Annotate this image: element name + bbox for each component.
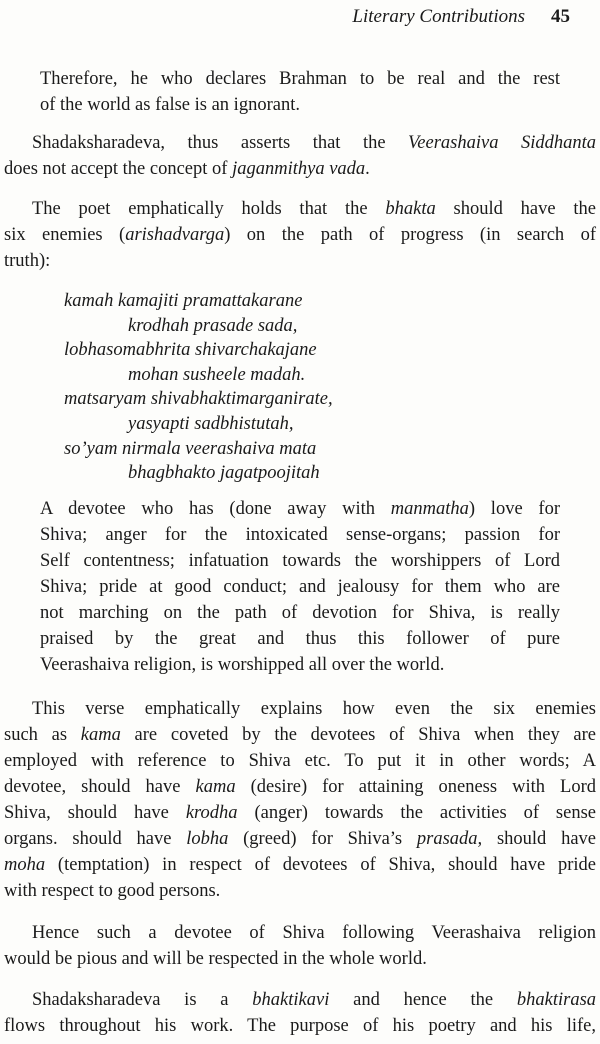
text-line: such as kama are coveted by the devotees of Shiva when they are bbox=[4, 725, 596, 745]
text-line: A devotee who has (done away with manmatha) love for bbox=[40, 499, 560, 519]
verse-line: bhagbhakto jagatpoojitah bbox=[128, 463, 320, 484]
text-line: employed with reference to Shiva etc. To put it in other words; A bbox=[4, 751, 596, 771]
text-line: Shiva; anger for the intoxicated sense-organs; passion for bbox=[40, 525, 560, 545]
text-line: devotee, should have kama (desire) for attaining oneness with Lord bbox=[4, 777, 596, 797]
text-line: Self contentness; infatuation towards the worshippers of Lord bbox=[40, 551, 560, 571]
paragraph-2 bbox=[4, 130, 596, 182]
paragraph-6 bbox=[4, 920, 596, 972]
verse-block bbox=[64, 289, 333, 486]
text-line: would be pious and will be respected in the whole world. bbox=[4, 949, 427, 969]
page-number: 45 bbox=[551, 6, 570, 27]
text-line: Shiva; pride at good conduct; and jealousy for them who are bbox=[40, 577, 560, 597]
text-line: of the world as false is an ignorant. bbox=[40, 95, 300, 115]
running-title: Literary Contributions bbox=[352, 6, 525, 27]
text-line: Therefore, he who declares Brahman to be real and the rest bbox=[40, 69, 560, 89]
text-line: does not accept the concept of jaganmithya vada. bbox=[4, 159, 370, 179]
text-line: six enemies (arishadvarga) on the path of progress (in search of bbox=[4, 225, 596, 245]
text-line: This verse emphatically explains how even the six enemies bbox=[32, 699, 596, 719]
text-line: Shiva, should have krodha (anger) towards the activities of sense bbox=[4, 803, 596, 823]
text-line: moha (temptation) in respect of devotees of Shiva, should have pride bbox=[4, 855, 596, 875]
verse-line: lobhasomabhrita shivarchakajane bbox=[64, 340, 317, 361]
paragraph-7 bbox=[4, 987, 596, 1039]
text-line: praised by the great and thus this follower of pure bbox=[40, 629, 560, 649]
paragraph-4-translation bbox=[40, 496, 560, 678]
text-line: organs. should have lobha (greed) for Shiva’s prasada, should have bbox=[4, 829, 596, 849]
text-line: with respect to good persons. bbox=[4, 881, 221, 901]
verse-line: matsaryam shivabhaktimarganirate, bbox=[64, 389, 333, 410]
verse-line: mohan susheele madah. bbox=[128, 364, 306, 385]
text-line: The poet emphatically holds that the bhakta should have the bbox=[32, 199, 596, 219]
running-header bbox=[352, 6, 570, 28]
text-line: Hence such a devotee of Shiva following Veerashaiva religion bbox=[32, 923, 596, 943]
text-line: truth): bbox=[4, 251, 51, 271]
text-line: Veerashaiva religion, is worshipped all over the world. bbox=[40, 655, 445, 675]
text-line: Shadaksharadeva, thus asserts that the Veerashaiva Siddhanta bbox=[32, 133, 596, 153]
text-line: not marching on the path of devotion for Shiva, is really bbox=[40, 603, 560, 623]
verse-line: krodhah prasade sada, bbox=[128, 315, 298, 336]
paragraph-3 bbox=[4, 196, 596, 274]
paragraph-1 bbox=[40, 66, 560, 118]
verse-line: so’yam nirmala veerashaiva mata bbox=[64, 438, 317, 459]
text-line: Shadaksharadeva is a bhaktikavi and hence the bhaktirasa bbox=[32, 990, 597, 1010]
paragraph-5 bbox=[4, 696, 596, 904]
verse-line: kamah kamajiti pramattakarane bbox=[64, 291, 303, 311]
text-line: flows throughout his work. The purpose of his poetry and his life, bbox=[4, 1016, 596, 1036]
verse-line: yasyapti sadbhistutah, bbox=[128, 413, 294, 434]
